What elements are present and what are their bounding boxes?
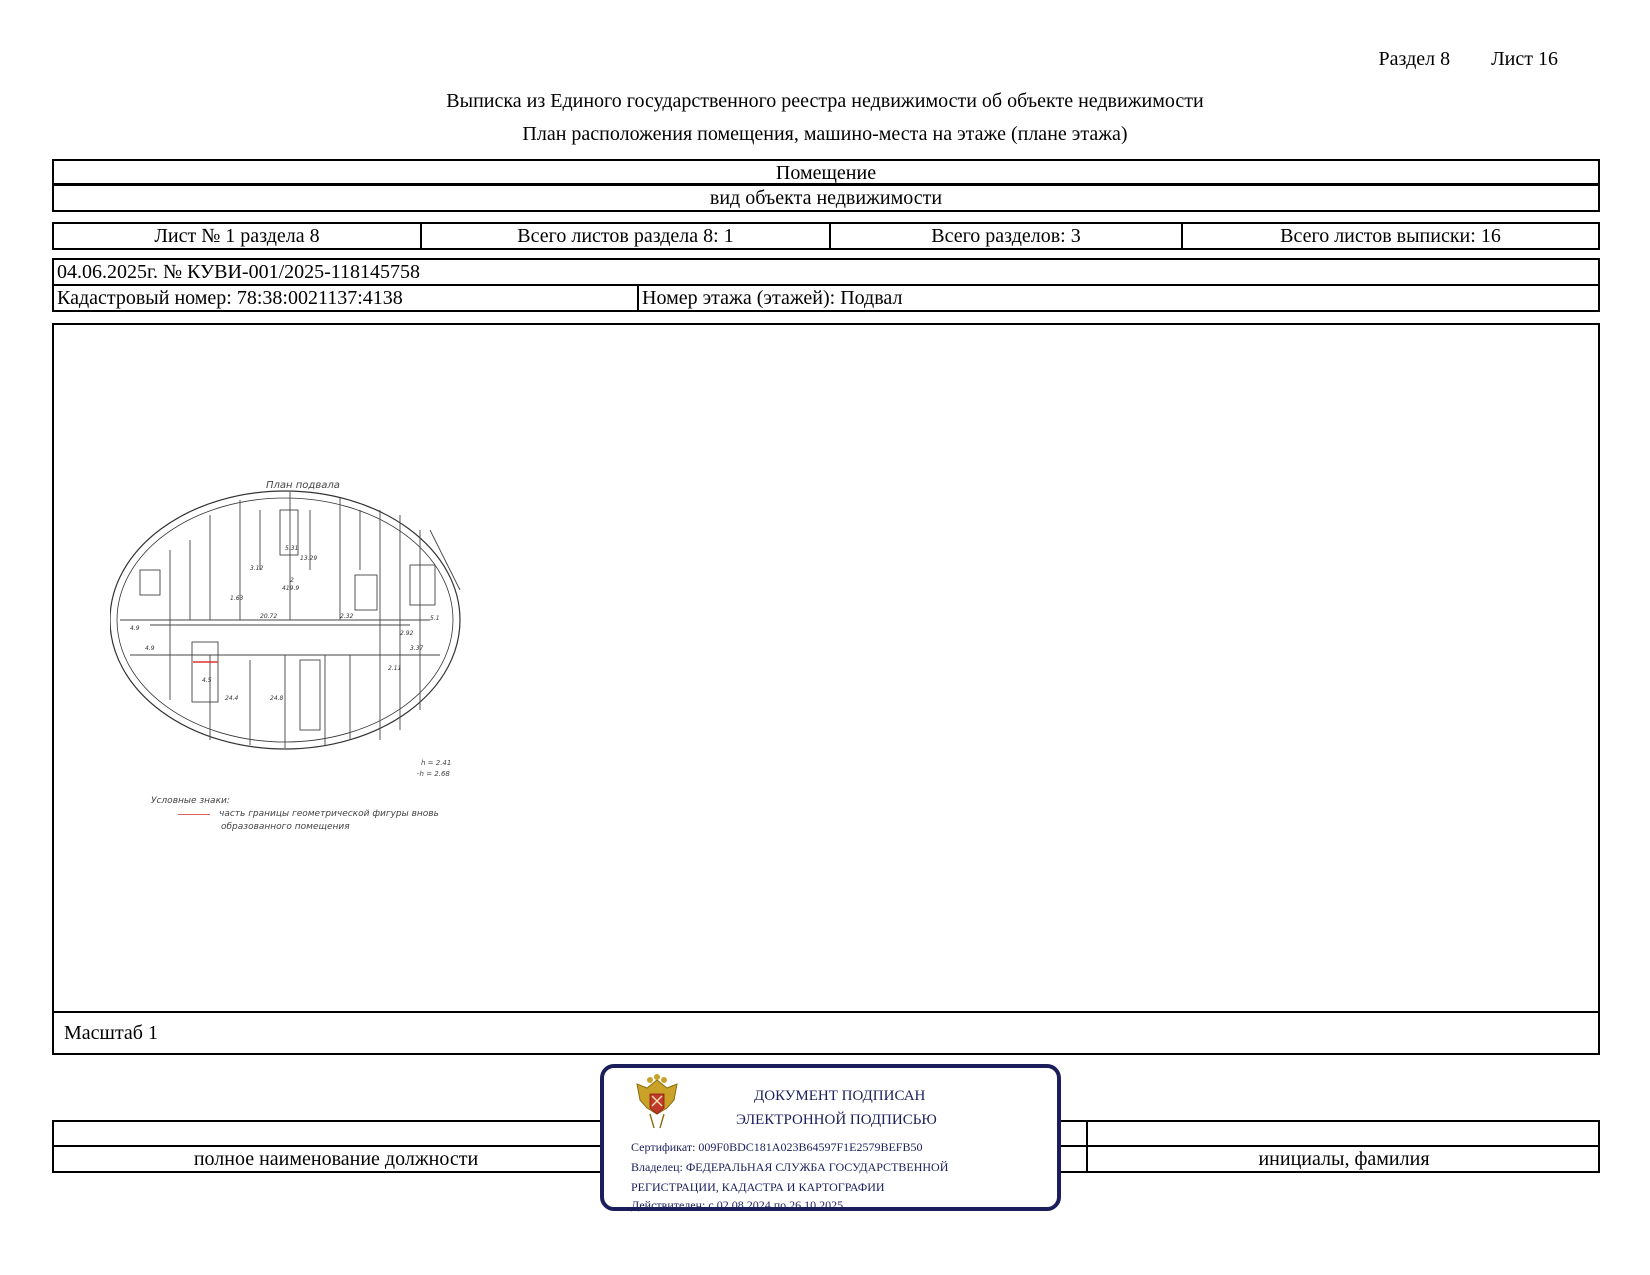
svg-text:4.9: 4.9 — [145, 645, 155, 652]
svg-text:4.9: 4.9 — [130, 625, 140, 632]
svg-text:24.4: 24.4 — [225, 695, 239, 702]
legend-red-line — [178, 814, 210, 815]
document-title: Выписка из Единого государственного реестра недвижимости об объекте недвижимости — [446, 90, 1204, 112]
svg-text:4.5: 4.5 — [202, 677, 212, 684]
document-subtitle: План расположения помещения, машино-места на этаже (плане этажа) — [522, 123, 1128, 145]
stamp-title-1: ДОКУМЕНТ ПОДПИСАН — [754, 1088, 926, 1104]
svg-text:24.8: 24.8 — [270, 695, 284, 702]
sheets-info-row — [52, 222, 1600, 250]
coat-of-arms-icon — [632, 1074, 682, 1132]
stamp-validity: Действителен: с 02.08.2024 по 26.10.2025 — [631, 1198, 844, 1212]
cadastral-row — [52, 284, 1600, 312]
total-sheets-section: Всего листов раздела 8: 1 — [422, 224, 831, 248]
svg-text:2.32: 2.32 — [340, 613, 354, 620]
svg-text:3.12: 3.12 — [250, 565, 264, 572]
svg-text:1.63: 1.63 — [230, 595, 244, 602]
date-number: 04.06.2025г. № КУВИ-001/2025-118145758 — [52, 258, 1600, 286]
scale-label: Масштаб 1 — [52, 1011, 1600, 1055]
total-sheets-extract: Всего листов выписки: 16 — [1280, 225, 1501, 247]
legend-text-2: образованного помещения — [221, 822, 350, 832]
position-caption: полное наименование должности — [193, 1148, 479, 1170]
floor-number: Номер этажа (этажей): Подвал — [642, 287, 903, 309]
floor-plan-drawing — [110, 470, 490, 770]
name-caption: инициалы, фамилия — [1258, 1148, 1430, 1170]
svg-text:20.72: 20.72 — [260, 613, 278, 620]
e-signature-stamp — [600, 1064, 1061, 1211]
stamp-owner-1: Владелец: ФЕДЕРАЛЬНАЯ СЛУЖБА ГОСУДАРСТВЕННОЙ — [631, 1160, 949, 1174]
section-label: Раздел 8 — [1378, 48, 1451, 70]
svg-text:419.9: 419.9 — [282, 585, 300, 592]
object-type-caption: вид объекта недвижимости — [52, 184, 1600, 212]
stamp-title-2: ЭЛЕКТРОННОЙ ПОДПИСЬЮ — [736, 1112, 937, 1128]
plan-title: План подвала — [266, 480, 340, 491]
svg-text:13.29: 13.29 — [300, 555, 318, 562]
svg-text:2: 2 — [290, 577, 294, 584]
svg-text:2.11: 2.11 — [388, 665, 402, 672]
stamp-owner-2: РЕГИСТРАЦИИ, КАДАСТРА И КАРТОГРАФИИ — [631, 1180, 885, 1194]
object-type-value: Помещение — [52, 159, 1600, 185]
svg-text:5.31: 5.31 — [285, 545, 299, 552]
sheet-number: Лист № 1 раздела 8 — [54, 224, 422, 248]
plan-height-1: h = 2.41 — [421, 759, 452, 767]
legend-title: Условные знаки: — [151, 796, 230, 806]
cadastral-number: Кадастровый номер: 78:38:0021137:4138 — [54, 286, 639, 310]
svg-text:3.37: 3.37 — [410, 645, 424, 652]
plan-height-2: -h = 2.68 — [417, 770, 450, 778]
total-sections: Всего разделов: 3 — [831, 224, 1183, 248]
svg-text:5.1: 5.1 — [430, 615, 440, 622]
svg-text:2.92: 2.92 — [400, 630, 414, 637]
sheet-label: Лист 16 — [1491, 48, 1558, 70]
legend-text-1: часть границы геометрической фигуры вновь — [219, 809, 439, 819]
stamp-certificate: Сертификат: 009F0BDC181A023B64597F1E2579BEFB50 — [631, 1140, 923, 1154]
page-header — [1343, 48, 1558, 71]
